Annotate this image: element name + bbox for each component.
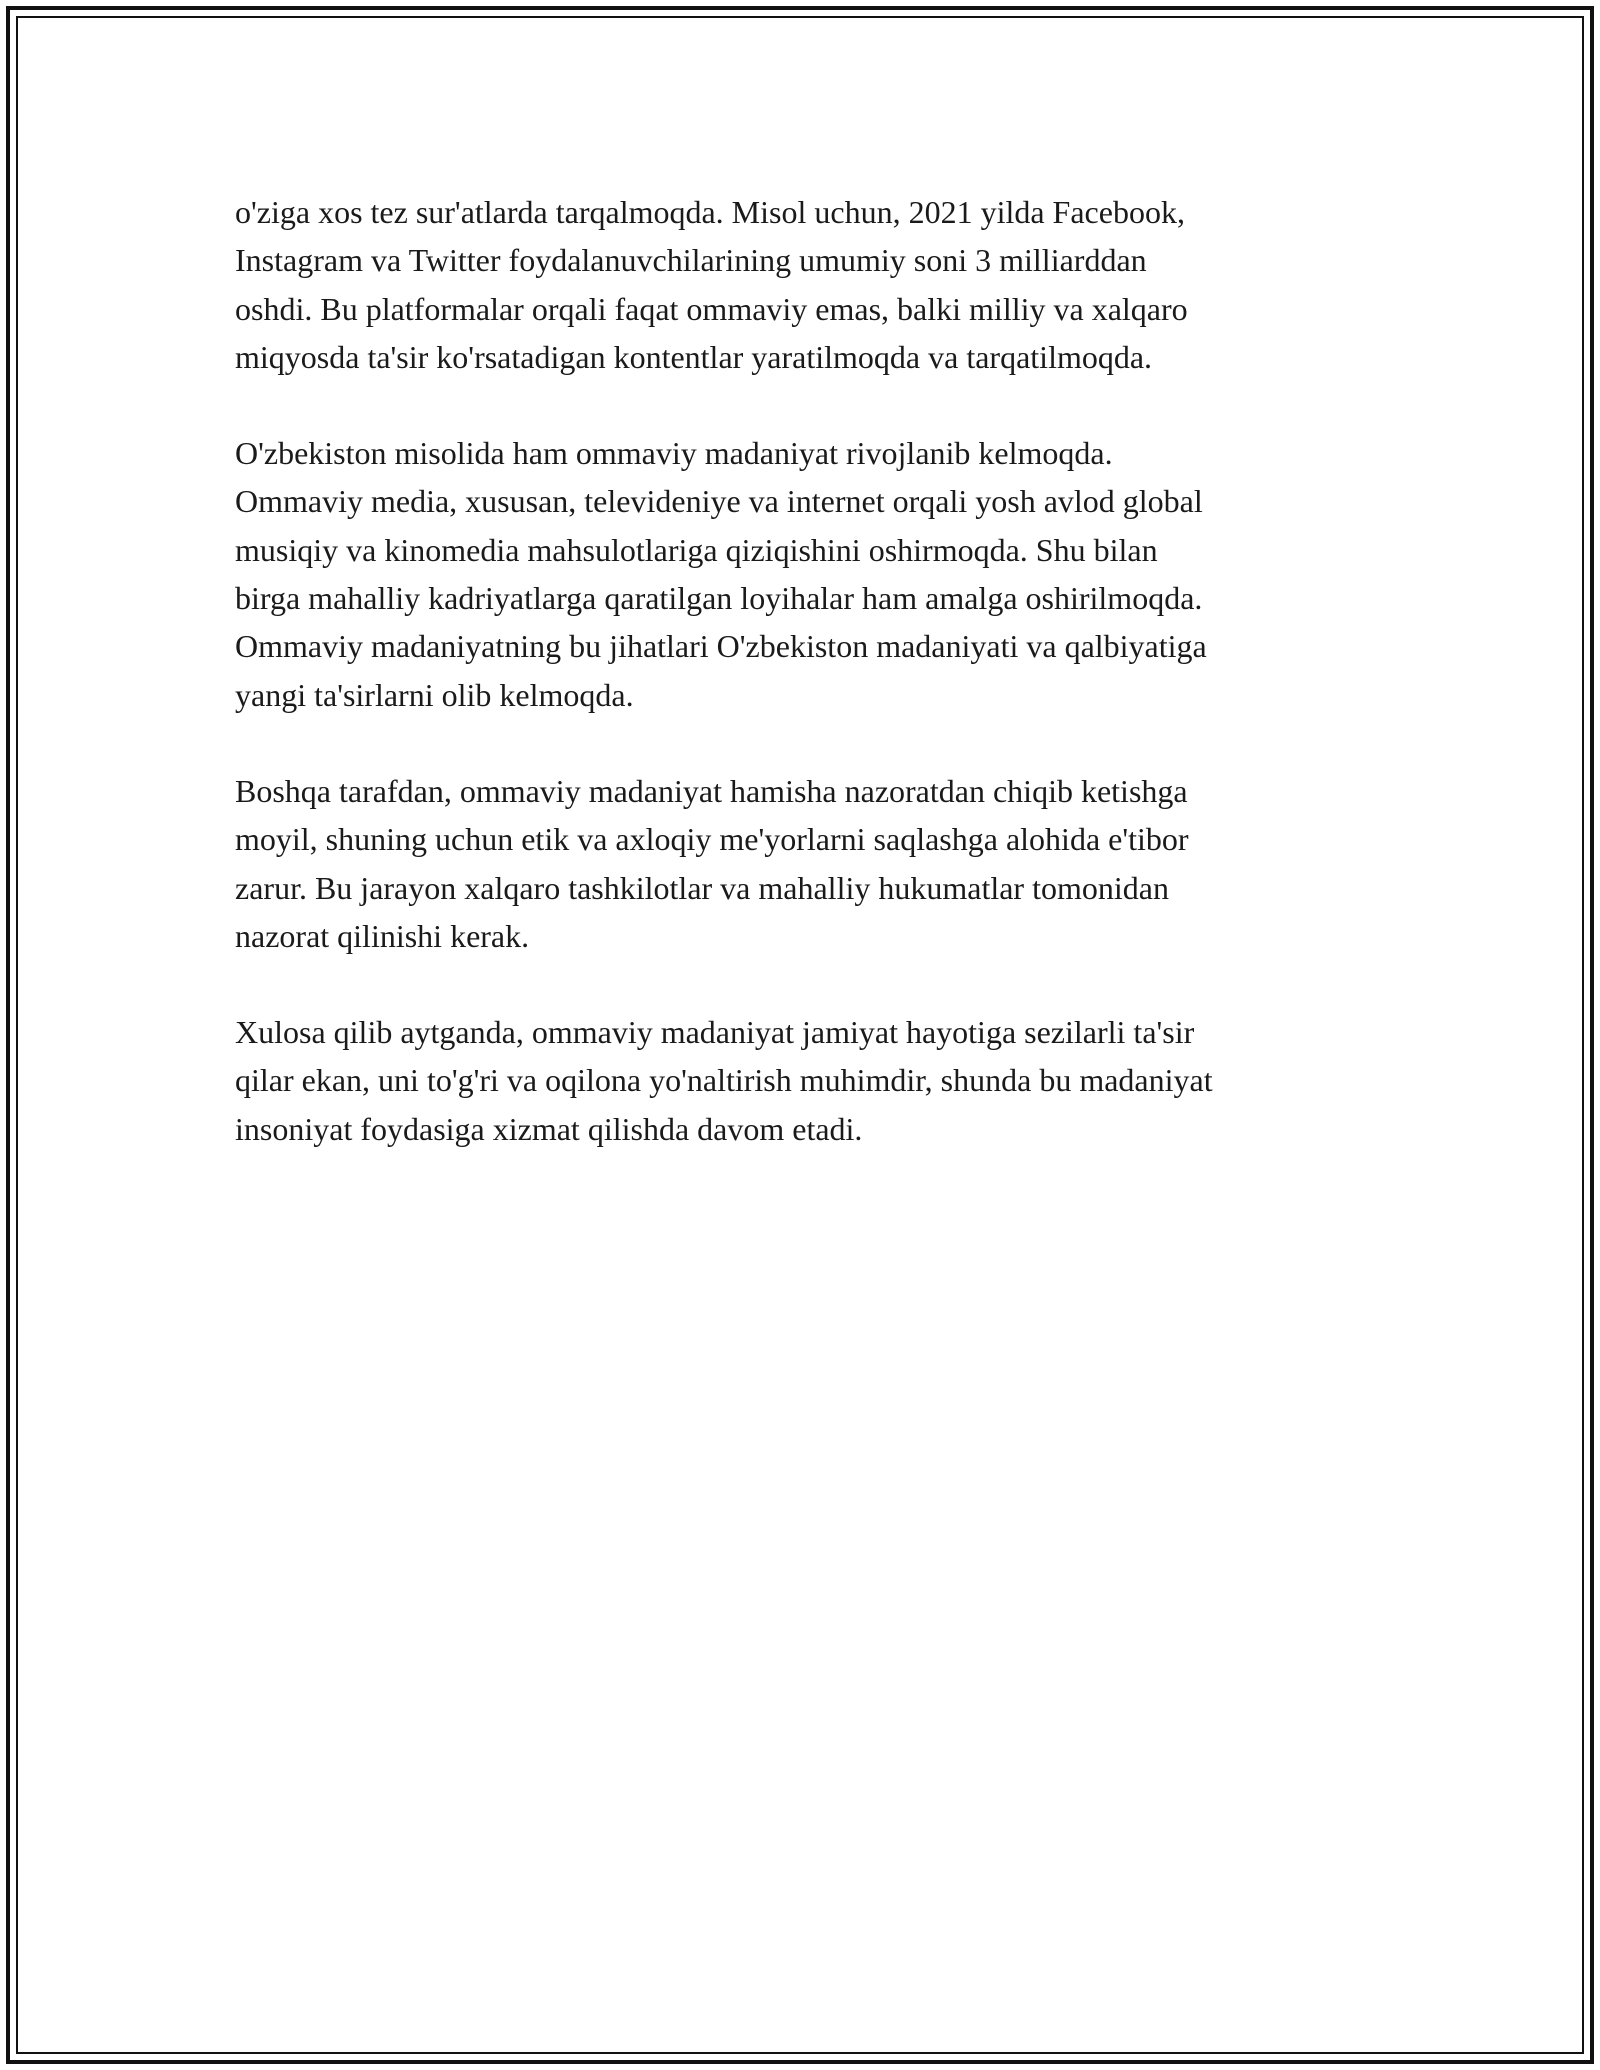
text-line: Instagram va Twitter foydalanuvchilarining umumiy soni 3 milliarddan <box>235 242 1147 279</box>
text-line: O'zbekiston misolida ham ommaviy madaniyat rivojlanib kelmoqda. <box>235 435 1113 472</box>
text-line: Ommaviy media, xususan, televideniye va internet orqali yosh avlod global <box>235 483 1203 520</box>
paragraph-2 <box>235 429 1365 719</box>
text-line: yangi ta'sirlarni olib kelmoqda. <box>235 676 634 713</box>
text-line: birga mahalliy kadriyatlarga qaratilgan loyihalar ham amalga oshirilmoqda. <box>235 580 1203 617</box>
paragraph-1 <box>235 188 1365 381</box>
text-line: Xulosa qilib aytganda, ommaviy madaniyat jamiyat hayotiga sezilarli ta'sir <box>235 1014 1195 1051</box>
text-line: Ommaviy madaniyatning bu jihatlari O'zbekiston madaniyati va qalbiyatiga <box>235 628 1207 665</box>
text-line: nazorat qilinishi kerak. <box>235 917 530 954</box>
text-line: qilar ekan, uni to'g'ri va oqilona yo'naltirish muhimdir, shunda bu madaniyat <box>235 1062 1213 1099</box>
text-line: zarur. Bu jarayon xalqaro tashkilotlar va mahalliy hukumatlar tomonidan <box>235 869 1169 906</box>
text-line: moyil, shuning uchun etik va axloqiy me'yorlarni saqlashga alohida e'tibor <box>235 821 1189 858</box>
paragraph-3 <box>235 767 1365 960</box>
text-line: o'ziga xos tez sur'atlarda tarqalmoqda. Misol uchun, 2021 yilda Facebook, <box>235 194 1185 230</box>
text-line: miqyosda ta'sir ko'rsatadigan kontentlar yaratilmoqda va tarqatilmoqda. <box>235 338 1153 375</box>
text-line: insoniyat foydasiga xizmat qilishda davom etadi. <box>235 1110 863 1147</box>
paragraph-4 <box>235 1008 1365 1153</box>
text-line: Boshqa tarafdan, ommaviy madaniyat hamisha nazoratdan chiqib ketishga <box>235 772 1188 809</box>
text-line: musiqiy va kinomedia mahsulotlariga qiziqishini oshirmoqda. Shu bilan <box>235 531 1158 568</box>
document-body <box>235 188 1365 1201</box>
text-line: oshdi. Bu platformalar orqali faqat ommaviy emas, balki milliy va xalqaro <box>235 290 1188 327</box>
